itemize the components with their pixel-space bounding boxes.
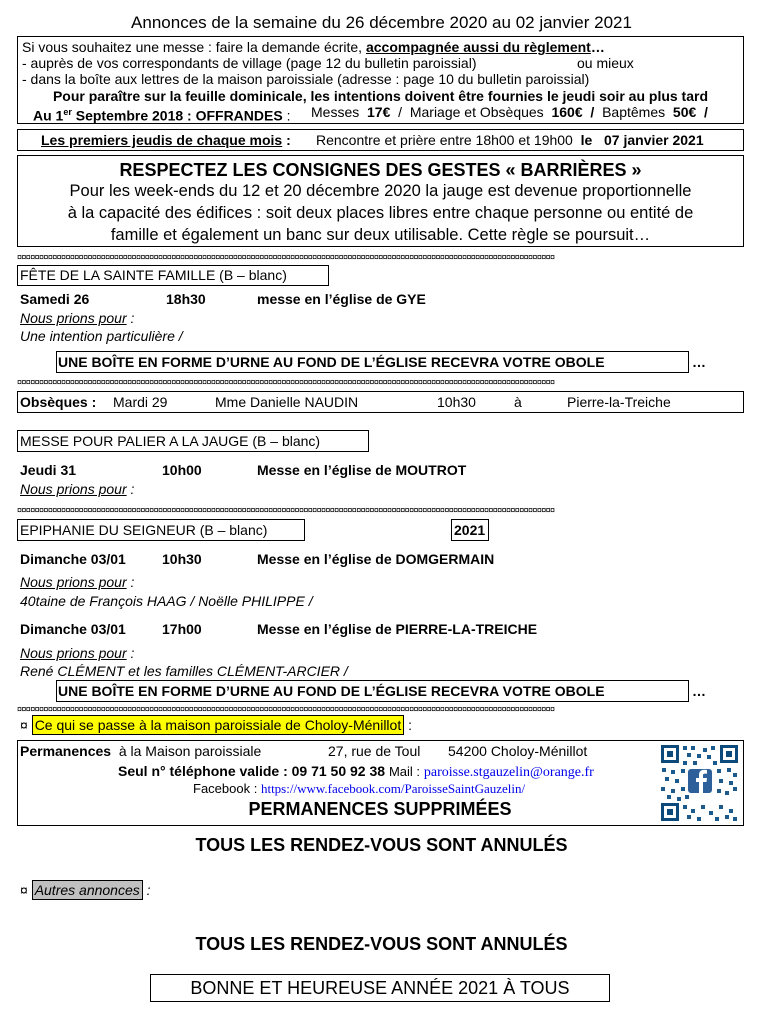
fete2-place: Messe en l’église de MOUTROT [257, 462, 467, 478]
maison-highlight: Ce qui se passe à la maison paroissiale de Choloy-Ménillot [32, 715, 405, 735]
jeudis-label: Les premiers jeudis de chaque mois : [41, 132, 291, 148]
facebook-line: Facebook : https://www.facebook.com/ParoisseSaintGauzelin/ [193, 781, 526, 796]
fete2-time: 10h00 [162, 462, 202, 478]
phone-line: Seul n° téléphone valide : 09 71 50 92 38 Mail : paroisse.stgauzelin@orange.fr [118, 763, 594, 780]
fete1-title: FÊTE DE LA SAINTE FAMILLE (B – blanc) [20, 267, 287, 283]
maison-line: ¤ Ce qui se passe à la maison paroissiale de Choloy-Ménillot : [20, 717, 412, 733]
bonne-annee: BONNE ET HEUREUSE ANNÉE 2021 À TOUS [190, 978, 570, 998]
offrandes-line: Au 1er Septembre 2018 : OFFRANDES : [33, 107, 291, 124]
permanences-address: 27, rue de Toul [328, 743, 421, 759]
fete3-m1-intention: 40taine de François HAAG / Noëlle PHILIPPE / [20, 593, 313, 609]
fete3-m1-prions: Nous prions pour : [20, 574, 135, 590]
messes-price: Messes 17€ / Mariage et Obsèques 160€ / Baptêmes 50€ / [311, 104, 708, 120]
permanences-city: 54200 Choloy-Ménillot [448, 743, 588, 759]
urne-text: UNE BOÎTE EN FORME D’URNE AU FOND DE L’ÉGLISE RECEVRA VOTRE OBOLE … [58, 354, 706, 370]
fete3-m2-day: Dimanche 03/01 [20, 621, 126, 637]
fete3-m1-time: 10h30 [162, 551, 202, 567]
fete1-place: messe en l’église de GYE [257, 291, 426, 307]
annule-1: TOUS LES RENDEZ-VOUS SONT ANNULÉS [195, 835, 568, 855]
fete3-m2-intention: René CLÉMENT et les familles CLÉMENT-ARCIER / [20, 663, 348, 679]
fete3-title: EPIPHANIE DU SEIGNEUR (B – blanc) [20, 522, 268, 538]
obseques-a: à [514, 394, 522, 410]
gestes-line3: famille et également un banc sur deux utilisable. Cette règle se poursuit… [110, 226, 651, 244]
jeudis-text: Rencontre et prière entre 18h00 et 19h00 le 07 janvier 2021 [316, 132, 704, 148]
fete3-m2-prions: Nous prions pour : [20, 645, 135, 661]
mail-link[interactable]: paroisse.stgauzelin@orange.fr [423, 765, 594, 780]
fete3-m1-place: Messe en l’église de DOMGERMAIN [257, 551, 495, 567]
autres-line: ¤ Autres annonces : [20, 882, 151, 898]
separator: ¤¤¤¤¤¤¤¤¤¤¤¤¤¤¤¤¤¤¤¤¤¤¤¤¤¤¤¤¤¤¤¤¤¤¤¤¤¤¤¤¤¤¤¤¤¤¤¤¤¤¤¤¤¤¤¤¤¤¤¤¤¤¤¤¤¤¤¤¤¤¤¤¤¤¤¤¤¤¤¤¤¤¤¤¤¤¤¤¤¤¤¤¤¤¤¤¤¤¤¤¤¤¤¤¤¤¤¤¤¤¤¤¤¤¤¤¤¤¤¤¤¤ [17, 377, 555, 387]
page-title: Annonces de la semaine du 26 décembre 2020 au 02 janvier 2021 [131, 13, 632, 32]
separator: ¤¤¤¤¤¤¤¤¤¤¤¤¤¤¤¤¤¤¤¤¤¤¤¤¤¤¤¤¤¤¤¤¤¤¤¤¤¤¤¤¤¤¤¤¤¤¤¤¤¤¤¤¤¤¤¤¤¤¤¤¤¤¤¤¤¤¤¤¤¤¤¤¤¤¤¤¤¤¤¤¤¤¤¤¤¤¤¤¤¤¤¤¤¤¤¤¤¤¤¤¤¤¤¤¤¤¤¤¤¤¤¤¤¤¤¤¤¤¤¤¤¤ [17, 252, 555, 262]
fete3-year: 2021 [454, 522, 486, 538]
permanences-supprimees: PERMANENCES SUPPRIMÉES [248, 799, 512, 819]
fete1-prions: Nous prions pour : [20, 310, 135, 326]
fete3-m1-day: Dimanche 03/01 [20, 551, 126, 567]
urne-text: UNE BOÎTE EN FORME D’URNE AU FOND DE L’ÉGLISE RECEVRA VOTRE OBOLE … [58, 683, 706, 699]
fete2-day: Jeudi 31 [20, 462, 77, 478]
obseques-name: Mme Danielle NAUDIN [215, 394, 359, 410]
fete3-m2-place: Messe en l’église de PIERRE-LA-TREICHE [257, 621, 538, 637]
fete1-day: Samedi 26 [20, 291, 90, 307]
qr-code-icon [659, 743, 740, 823]
obseques-place: Pierre-la-Treiche [567, 394, 671, 410]
facebook-link[interactable]: https://www.facebook.com/ParoisseSaintGauzelin/ [260, 781, 526, 796]
mass-request-line1: Si vous souhaitez une messe : faire la demande écrite, accompagnée aussi du règlement… [22, 39, 605, 55]
obseques-label: Obsèques : [20, 394, 97, 410]
obseques-time: 10h30 [437, 394, 476, 410]
separator: ¤¤¤¤¤¤¤¤¤¤¤¤¤¤¤¤¤¤¤¤¤¤¤¤¤¤¤¤¤¤¤¤¤¤¤¤¤¤¤¤¤¤¤¤¤¤¤¤¤¤¤¤¤¤¤¤¤¤¤¤¤¤¤¤¤¤¤¤¤¤¤¤¤¤¤¤¤¤¤¤¤¤¤¤¤¤¤¤¤¤¤¤¤¤¤¤¤¤¤¤¤¤¤¤¤¤¤¤¤¤¤¤¤¤¤¤¤¤¤¤¤¤ [17, 704, 555, 714]
fete1-time: 18h30 [166, 291, 206, 307]
fete3-m2-time: 17h00 [162, 621, 202, 637]
mass-request-line4: Pour paraître sur la feuille dominicale, les intentions doivent être fournies le jeudi soir au plus tard [52, 88, 709, 104]
autres-highlight: Autres annonces [32, 880, 143, 900]
permanences-line: Permanences à la Maison paroissiale [20, 743, 262, 759]
mass-request-line2: - auprès de vos correspondants de village (page 12 du bulletin paroissial) [22, 55, 477, 71]
fete2-prions: Nous prions pour : [20, 481, 135, 497]
fete2-title: MESSE POUR PALIER A LA JAUGE (B – blanc) [20, 433, 321, 449]
mass-request-line2-mieux: ou mieux [577, 55, 634, 71]
obseques-day: Mardi 29 [113, 394, 168, 410]
annule-2: TOUS LES RENDEZ-VOUS SONT ANNULÉS [195, 934, 568, 954]
fete1-intention: Une intention particulière / [20, 328, 183, 344]
gestes-title: RESPECTEZ LES CONSIGNES DES GESTES « BARRIÈRES » [119, 160, 642, 180]
separator: ¤¤¤¤¤¤¤¤¤¤¤¤¤¤¤¤¤¤¤¤¤¤¤¤¤¤¤¤¤¤¤¤¤¤¤¤¤¤¤¤¤¤¤¤¤¤¤¤¤¤¤¤¤¤¤¤¤¤¤¤¤¤¤¤¤¤¤¤¤¤¤¤¤¤¤¤¤¤¤¤¤¤¤¤¤¤¤¤¤¤¤¤¤¤¤¤¤¤¤¤¤¤¤¤¤¤¤¤¤¤¤¤¤¤¤¤¤¤¤¤¤¤ [17, 505, 555, 515]
gestes-line2: à la capacité des édifices : soit deux places libres entre chaque personne ou entité de [67, 204, 694, 222]
gestes-line1: Pour les week-ends du 12 et 20 décembre 2020 la jauge est devenue proportionnelle [69, 182, 692, 200]
mass-request-line3: - dans la boîte aux lettres de la maison paroissiale (adresse : page 10 du bulletin paroissial) [22, 71, 590, 87]
facebook-icon [688, 769, 712, 793]
